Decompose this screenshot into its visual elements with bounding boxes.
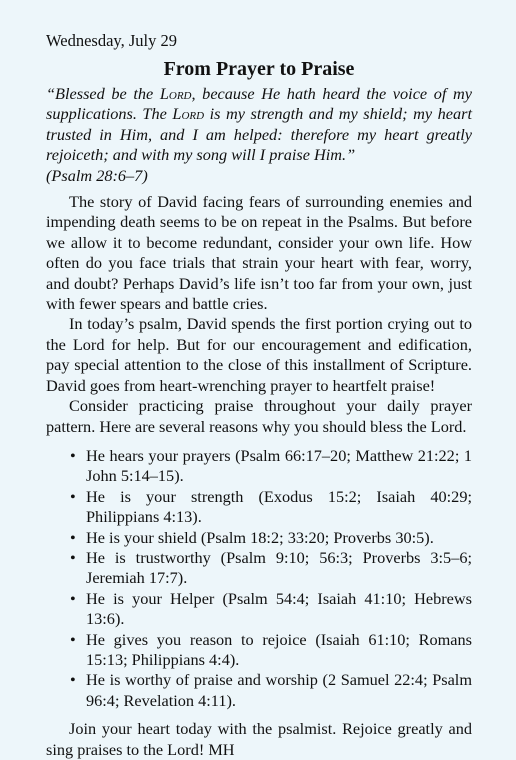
bullet-icon: • [70,588,76,608]
verse-part-3: is my strength and my shield; my heart trusted in Him, and I am helped: therefore my heart greatly rejoiceth; and with my song will I praise Him.” [46,104,472,165]
reason-item [70,630,472,671]
reason-text: He is trustworthy (Psalm 9:10; 56:3; Proverbs 3:5–6; Jeremiah 17:7). [86,547,472,588]
reason-text: He is your shield (Psalm 18:2; 33:20; Proverbs 30:5). [86,527,434,547]
devotional-title: From Prayer to Praise [163,58,355,80]
body-paragraph-3: Consider practicing praise throughout your daily prayer pattern. Here are several reasons why you should bless the Lord. [46,396,472,436]
scripture-quote [46,84,472,166]
devotional-date: Wednesday, July 29 [46,31,177,50]
body-paragraph-1: The story of David facing fears of surrounding enemies and impending death seems to be on repeat in the Psalms. But before we allow it to become redundant, consider your own life. How often do you face trials that strain your heart with fear, worry, and doubt? Perhaps David’s life isn’t too far from your own, just with fewer spears and battle cries. [46,192,472,314]
closing-paragraph: Join your heart today with the psalmist. Rejoice greatly and sing praises to the Lord! MH [46,719,472,759]
reason-text: He is your strength (Exodus 15:2; Isaiah 40:29; Philippians 4:13). [86,486,472,527]
reason-text: He is your Helper (Psalm 54:4; Isaiah 41:10; Hebrews 13:6). [86,588,472,629]
reason-item [70,528,472,548]
reasons-list [46,446,472,711]
verse-part-1: “Blessed be the [46,84,160,103]
verse-lord-2: Lord [172,104,205,124]
reason-text: He hears your prayers (Psalm 66:17–20; Matthew 21:22; 1 John 5:14–15). [86,445,472,486]
bullet-icon: • [70,547,76,567]
body-paragraph-2: In today’s psalm, David spends the first portion crying out to the Lord for help. But for our encouragement and edification, pay special attention to the close of this installment of Scripture. David goes from heart-wrenching prayer to heartfelt praise! [46,314,472,395]
reason-item [70,548,472,589]
verse-lord-1: Lord [159,84,192,103]
bullet-icon: • [70,445,76,465]
scripture-reference: (Psalm 28:6–7) [46,165,148,185]
bullet-icon: • [70,527,76,547]
bullet-icon: • [70,670,76,690]
reason-item [70,670,472,711]
verse-part-2: , because He hath heard the voice of my supplications. The [46,84,472,124]
reason-item [70,446,472,487]
bullet-icon: • [70,486,76,506]
reason-text: He is worthy of praise and worship (2 Samuel 22:4; Psalm 96:4; Revelation 4:11). [86,670,472,710]
reason-item [70,589,472,630]
reason-text: He gives you reason to rejoice (Isaiah 61:10; Romans 15:13; Philippians 4:4). [86,629,472,669]
reason-item [70,487,472,528]
bullet-icon: • [70,629,76,649]
